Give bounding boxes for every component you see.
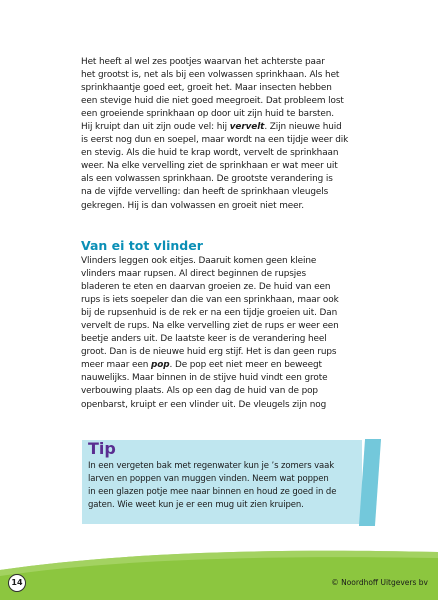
text-run: Vlinders leggen ook eitjes. Daaruit komen geen kleine xyxy=(81,256,317,266)
section-heading: Van ei tot vlinder xyxy=(81,238,203,253)
text-run: als een volwassen sprinkhaan. De grootste verandering is xyxy=(81,174,333,185)
text-run: beetje anders uit. De laatste keer is de verandering heel xyxy=(81,334,327,345)
copyright-notice: © Noordhoff Uitgevers bv xyxy=(331,578,428,587)
text-run: bij de rupsenhuid is de rek er na een tijdje groeien uit. Dan xyxy=(81,308,338,319)
text-line xyxy=(81,82,381,95)
text-line xyxy=(81,121,381,134)
text-run: verbouwing plaats. Als op een dag de huid van de pop xyxy=(81,386,318,397)
text-run: een stevige huid die niet goed meegroeit. Dat probleem lost xyxy=(81,96,344,107)
text-line xyxy=(81,56,381,69)
text-run: gekregen. Hij is dan volwassen en groeit niet meer. xyxy=(81,200,304,211)
text-line xyxy=(81,399,381,412)
text-line xyxy=(81,69,381,82)
tip-label: Tip xyxy=(88,439,116,458)
text-line xyxy=(81,134,381,147)
text-run: weer. Na elke vervelling ziet de sprinkhaan er wat meer uit xyxy=(81,161,338,172)
text-line xyxy=(81,281,381,294)
text-line xyxy=(81,95,381,108)
text-run: en stevig. Als die huid te krap wordt, vervelt de sprinkhaan xyxy=(81,148,339,159)
text-run: openbarst, kruipt er een vlinder uit. De vleugels zijn nog xyxy=(81,399,327,410)
text-run: groot. Dan is de nieuwe huid erg stijf. Het is dan geen rups xyxy=(81,347,337,358)
emphasized-term: vervelt xyxy=(229,122,265,133)
emphasized-term: pop xyxy=(151,360,170,371)
tip-text-line: in een glazen potje mee naar binnen en houd ze goed in de xyxy=(88,487,337,497)
tip-text-line: larven en poppen van muggen vinden. Neem wat poppen xyxy=(88,474,329,484)
text-line xyxy=(81,346,381,359)
text-run: meer maar een xyxy=(81,360,151,371)
body-paragraph-2 xyxy=(81,255,381,412)
text-line xyxy=(81,108,381,121)
text-run: vlinders maar rupsen. Al direct beginnen de rupsjes xyxy=(81,269,307,280)
text-run: vervelt de rups. Na elke vervelling ziet de rups er weer een xyxy=(81,321,339,332)
page-number: 14 xyxy=(8,574,26,592)
text-line xyxy=(81,294,381,307)
text-run: . De pop eet niet meer en beweegt xyxy=(169,360,322,371)
text-line xyxy=(81,173,381,186)
text-line xyxy=(81,385,381,398)
text-run: Het heeft al wel zes pootjes waarvan het achterste paar xyxy=(81,57,325,67)
text-run: . xyxy=(264,122,268,133)
text-run: Hij kruipt dan uit zijn oude vel: hij xyxy=(81,122,230,133)
text-line xyxy=(81,320,381,333)
text-line xyxy=(81,372,381,385)
text-run: na de vijfde vervelling: dan heeft de sprinkhaan vleugels xyxy=(81,187,329,198)
text-line xyxy=(81,160,381,173)
text-run: nauwelijks. Maar binnen in de stijve huid vindt een grote xyxy=(81,373,328,384)
text-run: rups is iets soepeler dan die van een sprinkhaan, maar ook xyxy=(81,295,339,306)
text-line xyxy=(81,186,381,199)
tip-text-line: gaten. Wie weet kun je er een mug uit zien kruipen. xyxy=(88,500,304,510)
text-line xyxy=(81,359,381,372)
text-line xyxy=(81,333,381,346)
text-run: Zijn nieuwe huid xyxy=(269,122,342,133)
tip-text xyxy=(88,460,363,512)
text-line xyxy=(81,200,381,213)
text-run: het grootst is, net als bij een volwassen sprinkhaan. Als het xyxy=(81,70,340,81)
footer-green-wave xyxy=(0,548,438,600)
body-paragraph-1 xyxy=(81,56,381,213)
text-line xyxy=(81,268,381,281)
tip-text-line: In een vergeten bak met regenwater kun je ’s zomers vaak xyxy=(88,461,335,471)
text-run: sprinkhaantje goed eet, groeit het. Maar insecten hebben xyxy=(81,83,332,94)
text-line xyxy=(81,147,381,160)
text-run: een groeiende sprinkhaan op door uit zijn huid te barsten. xyxy=(81,109,335,120)
text-line xyxy=(81,307,381,320)
text-run: is eerst nog dun en soepel, maar wordt na een tijdje weer dik xyxy=(81,135,349,146)
text-line xyxy=(81,255,381,268)
text-run: bladeren te eten en daarvan groeien ze. De huid van een xyxy=(81,282,331,293)
